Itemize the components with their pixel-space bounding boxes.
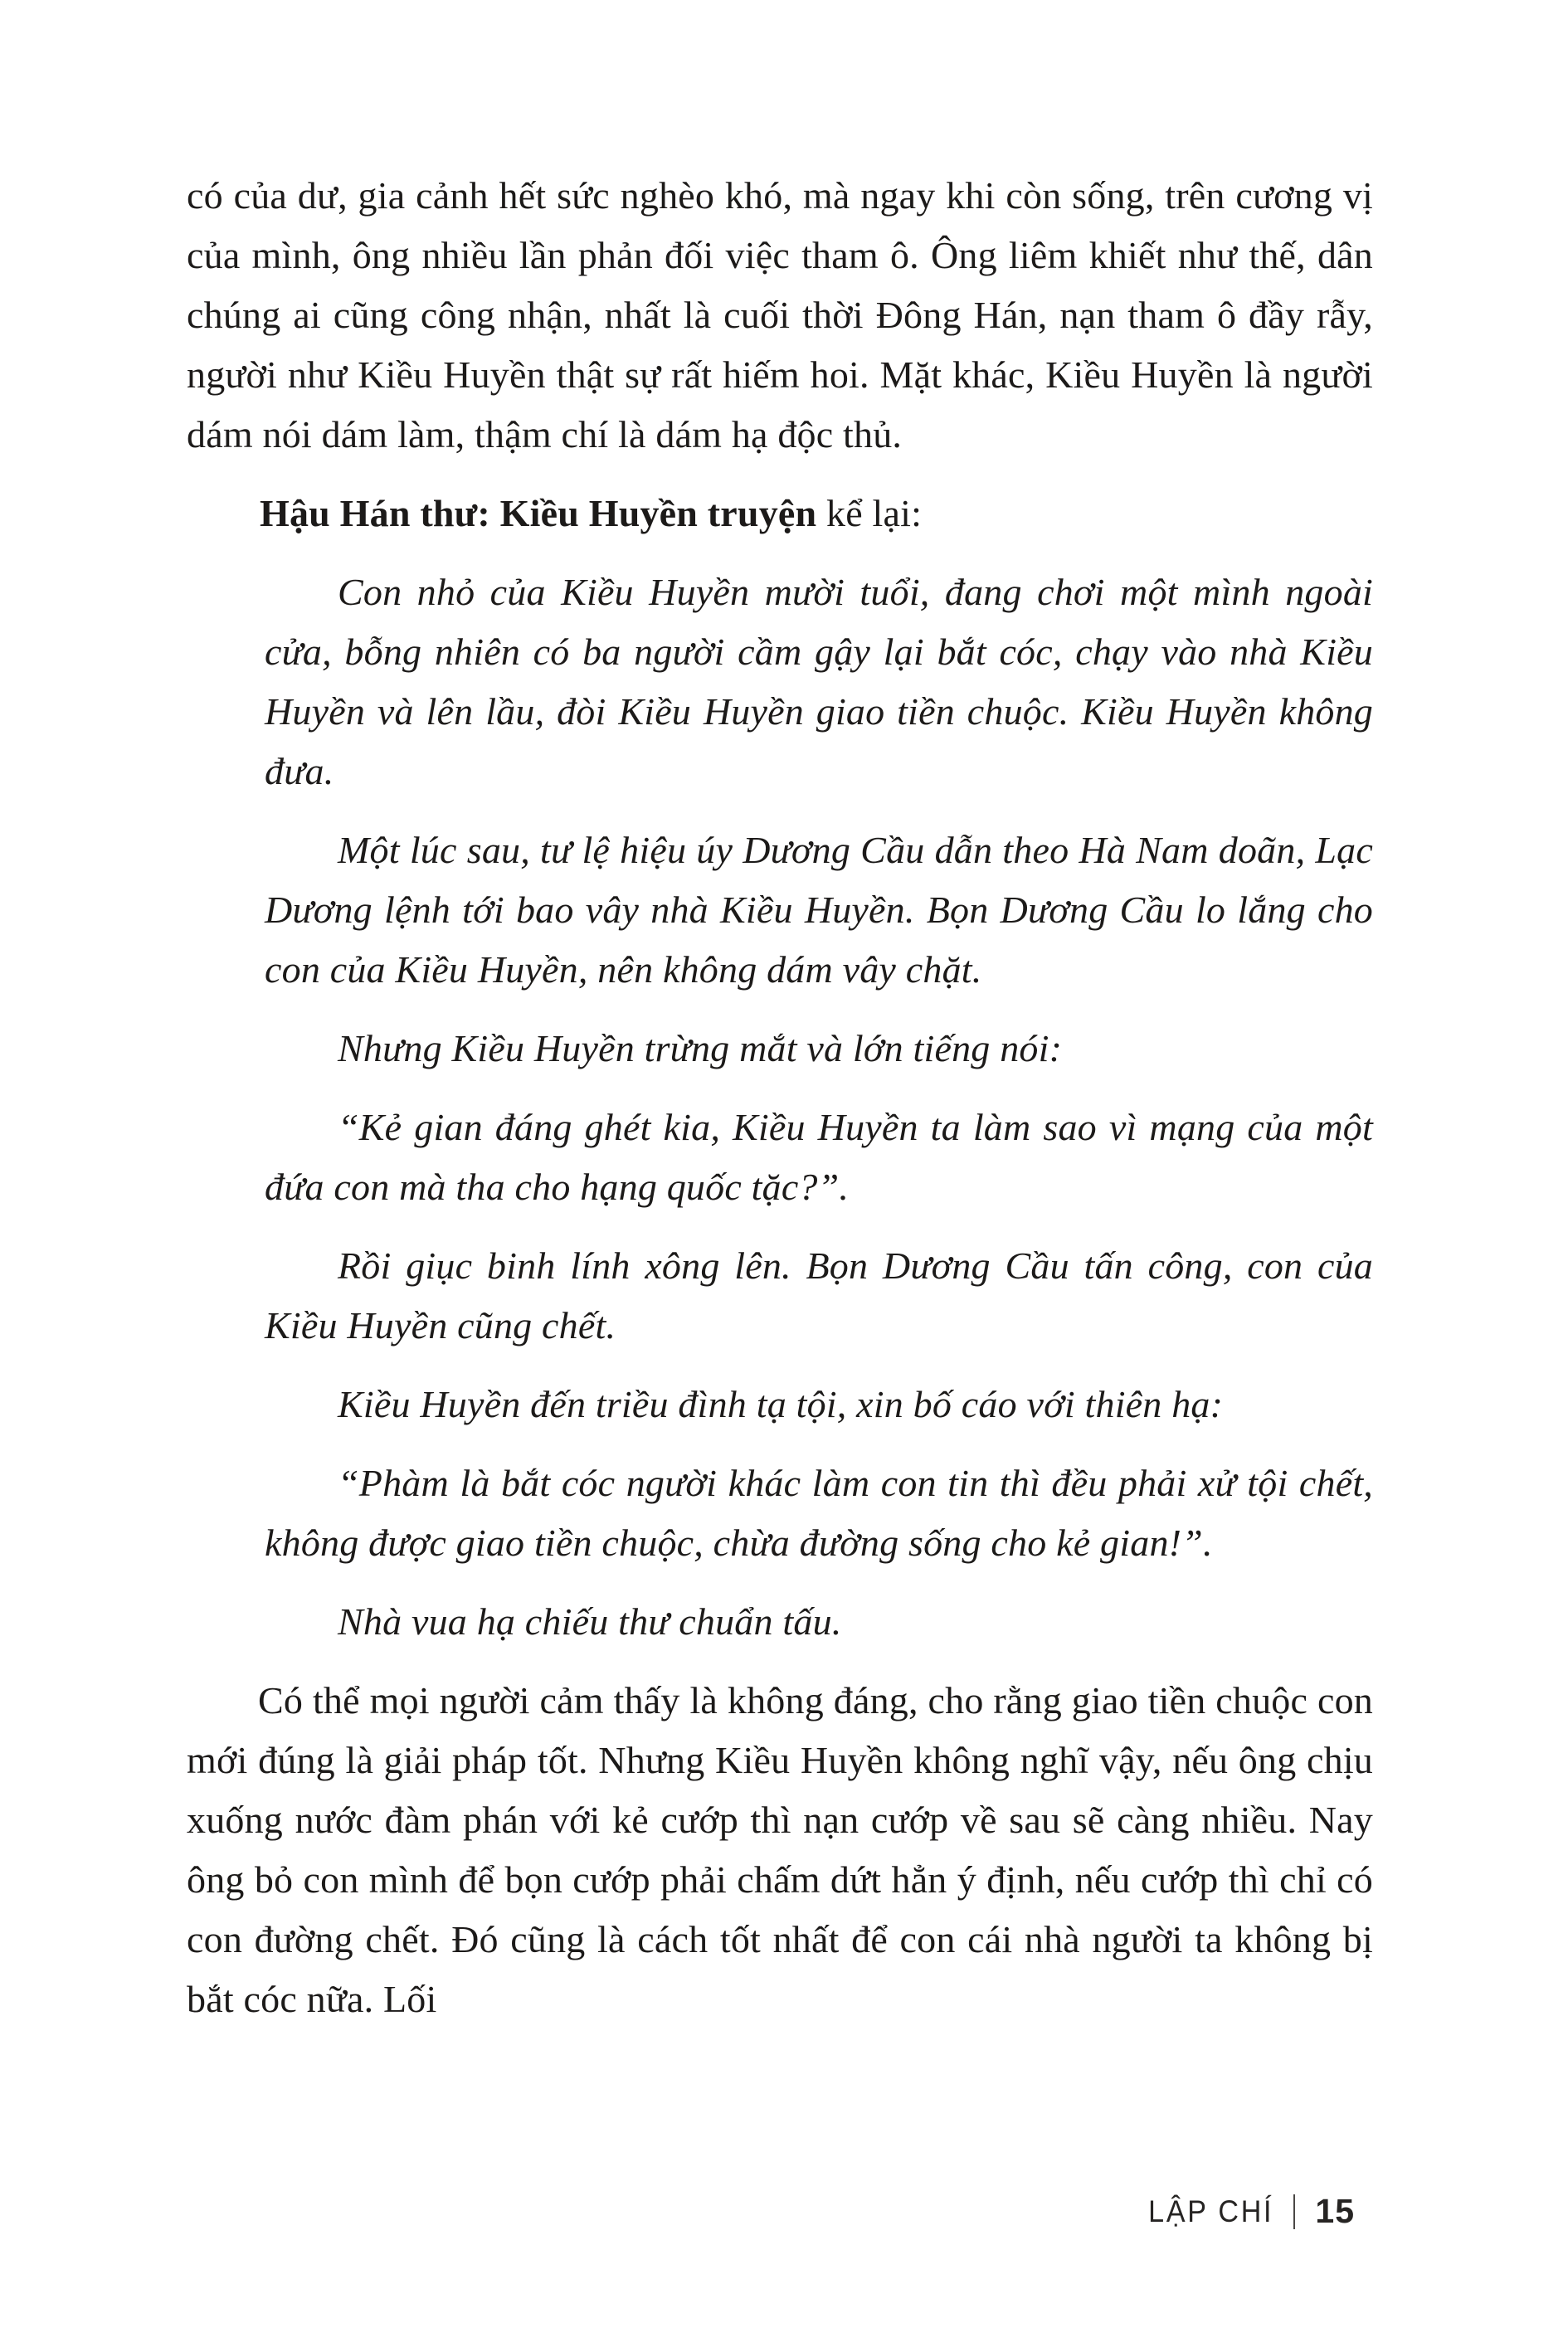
page-footer — [1137, 2192, 1355, 2231]
paragraph-opening: có của dư, gia cảnh hết sức nghèo khó, mà ngay khi còn sống, trên cương vị của mình, ông nhiều lần phản đối việc tham ô. Ông liêm khiết như thế, dân chúng ai cũng công nhận, nhất là cuối thời Đông Hán, nạn tham ô đầy rẫy, người như Kiều Huyền thật sự rất hiếm hoi. Mặt khác, Kiều Huyền là người dám nói dám làm, thậm chí là dám hạ độc thủ. — [187, 174, 1373, 455]
quote-paragraph-1: Con nhỏ của Kiều Huyền mười tuổi, đang chơi một mình ngoài cửa, bỗng nhiên có ba người cầm gậy lại bắt cóc, chạy vào nhà Kiều Huyền và lên lầu, đòi Kiều Huyền giao tiền chuộc. Kiều Huyền không đưa. — [265, 571, 1373, 792]
page-number: 15 — [1315, 2192, 1355, 2230]
quote-paragraph-7: “Phàm là bắt cóc người khác làm con tin thì đều phải xử tội chết, không được giao tiền chuộc, chừa đường sống cho kẻ gian!”. — [265, 1462, 1373, 1564]
quote-paragraph-6: Kiều Huyền đến triều đình tạ tội, xin bố cáo với thiên hạ: — [338, 1383, 1224, 1425]
source-heading — [187, 484, 1373, 543]
quote-paragraph-4: “Kẻ gian đáng ghét kia, Kiều Huyền ta làm sao vì mạng của một đứa con mà tha cho hạng quốc tặc?”. — [265, 1106, 1373, 1208]
source-heading-tail: kể lại: — [816, 492, 923, 534]
source-heading-title: Hậu Hán thư: Kiều Huyền truyện — [260, 492, 817, 534]
quote-paragraph-8: Nhà vua hạ chiếu thư chuẩn tấu. — [338, 1600, 842, 1643]
running-title: LẬP CHÍ — [1148, 2194, 1274, 2228]
quote-paragraph-3: Nhưng Kiều Huyền trừng mắt và lớn tiếng nói: — [338, 1027, 1063, 1069]
text-column — [187, 166, 1373, 2048]
paragraph-closing: Có thể mọi người cảm thấy là không đáng, cho rằng giao tiền chuộc con mới đúng là giải pháp tốt. Nhưng Kiều Huyền không nghĩ vậy, nếu ông chịu xuống nước đàm phán với kẻ cướp thì nạn cướp về sau sẽ càng nhiều. Nay ông bỏ con mình để bọn cướp phải chấm dứt hẳn ý định, nếu cướp thì chỉ có con đường chết. Đó cũng là cách tốt nhất để con cái nhà người ta không bị bắt cóc nữa. Lối — [187, 1679, 1373, 2020]
quote-paragraph-5: Rồi giục binh lính xông lên. Bọn Dương Cầu tấn công, con của Kiều Huyền cũng chết. — [265, 1244, 1373, 1346]
footer-divider — [1293, 2194, 1295, 2229]
quote-paragraph-2: Một lúc sau, tư lệ hiệu úy Dương Cầu dẫn theo Hà Nam doãn, Lạc Dương lệnh tới bao vây nhà Kiều Huyền. Bọn Dương Cầu lo lắng cho con của Kiều Huyền, nên không dám vây chặt. — [265, 829, 1373, 991]
